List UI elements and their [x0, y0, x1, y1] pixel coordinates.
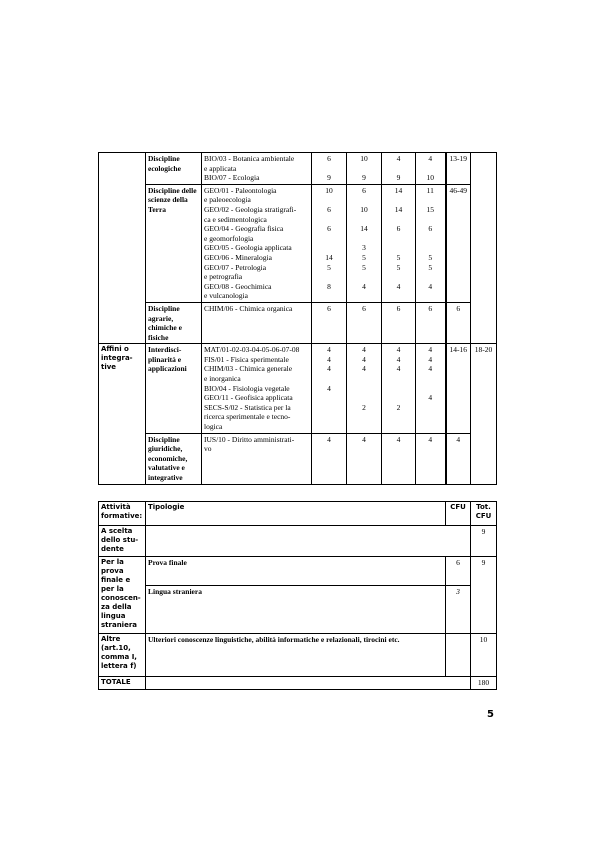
tot-cell: 180: [471, 677, 497, 690]
cfu-col-1: [312, 433, 347, 484]
range-cell: [446, 433, 471, 484]
cfu-col-3-line: 4: [396, 281, 401, 291]
ssd-cell-line: CHIM/06 - Chimica organica: [204, 303, 293, 313]
tipologia-cell: Lingua straniera: [146, 586, 446, 634]
cfu-col-1-line: 10: [325, 185, 333, 195]
cfu-col-3-line: [384, 412, 413, 422]
cfu-col-2-line: 2: [362, 402, 366, 412]
ssd-cell-line: e paleoecologia: [204, 195, 251, 205]
range-cell-text: 13-19: [449, 154, 467, 163]
cfu-col-4-line: 4: [428, 393, 433, 403]
disciplina-cell: [146, 344, 202, 433]
cfu-col-2-line: 3: [362, 243, 366, 253]
cfu-col-2-line: 4: [362, 364, 366, 374]
cfu-col-1-line: 6: [327, 154, 331, 163]
cfu-col-3: [382, 184, 416, 302]
disciplina-cell-text: Discipline delle scienze della Terra: [148, 185, 197, 214]
cfu-col-1-line: [314, 403, 344, 413]
cfu-col-4-line: 4: [428, 434, 433, 444]
ssd-cell-line: e applicata: [204, 163, 237, 173]
cfu-col-1-line: 4: [327, 434, 331, 444]
cfu-col-3-line: 4: [396, 345, 401, 355]
ssd-cell-line: IUS/10 - Diritto amministrati-: [204, 434, 295, 444]
tot-cell: [471, 153, 497, 344]
cfu-col-3-line: 6: [396, 224, 401, 234]
header-attivita: Attività formative:: [99, 502, 146, 526]
discipline-row: [99, 184, 497, 302]
row-prova-finale: [99, 557, 497, 586]
cfu-col-1-line: 6: [327, 303, 331, 313]
cfu-col-4-line: 5: [428, 262, 433, 272]
ambito-cell-text: Affini o integra-tive: [101, 345, 133, 372]
ssd-cell-line: GEO/08 - Geochimica: [204, 281, 272, 291]
attivita-cell: A scelta dello stu-dente: [99, 526, 146, 557]
tot-cell: 10: [471, 634, 497, 677]
ssd-cell-line: BIO/07 - Ecologia: [204, 173, 260, 183]
cfu-col-3-line: [384, 291, 413, 301]
attivita-cell: TOTALE: [99, 677, 146, 690]
cfu-col-1-line: [314, 164, 344, 174]
cfu-col-2-line: 6: [362, 303, 366, 313]
cfu-col-4: [416, 344, 446, 433]
cfu-col-2-line: [349, 393, 379, 403]
cfu-col-4-line: [418, 234, 443, 244]
discipline-row: [99, 302, 497, 343]
cfu-col-4-line: [418, 164, 443, 174]
cfu-col-2-line: [349, 272, 379, 282]
cfu-col-3-line: [384, 444, 413, 454]
cfu-col-2-line: 4: [362, 345, 366, 355]
cfu-col-2-line: 14: [360, 224, 368, 234]
cfu-col-4-line: [418, 422, 443, 432]
discipline-row: [99, 153, 497, 185]
disciplina-cell-text: Discipline giuridiche, economiche, valutative e integrative: [148, 434, 188, 482]
ssd-cell-line: GEO/11 - Geofisica applicata: [204, 393, 293, 403]
cfu-col-4-line: [418, 384, 443, 394]
ssd-cell: [202, 302, 312, 343]
ssd-cell-line: GEO/02 - Geologia stratigrafi-: [204, 204, 297, 214]
cfu-col-4-line: [418, 412, 443, 422]
cfu-col-2-line: 9: [362, 173, 366, 183]
attivita-cell: Altre (art.10, comma I, lettera f): [99, 634, 146, 677]
cfu-col-1-line: [314, 374, 344, 384]
cfu-col-3-line: [384, 234, 413, 244]
ssd-cell-line: ca e sedimentologica: [204, 214, 267, 224]
cfu-col-1-line: 4: [327, 383, 331, 393]
lower-table: [98, 501, 497, 690]
cfu-col-1-line: [314, 234, 344, 244]
ssd-cell: [202, 184, 312, 302]
disciplina-cell: [146, 433, 202, 484]
ssd-cell-line: FIS/01 - Fisica sperimentale: [204, 354, 289, 364]
tot-cell-text: 18-20: [474, 345, 493, 355]
header-tipologie: Tipologie: [146, 502, 446, 526]
ssd-cell-line: e inorganica: [204, 374, 241, 384]
cfu-col-3: [382, 344, 416, 433]
cfu-col-2-line: [349, 234, 379, 244]
tipologia-cell: Prova finale: [146, 557, 446, 586]
row-a-scelta: [99, 526, 497, 557]
cfu-col-4-line: 15: [426, 204, 434, 214]
tot-cell: 9: [471, 526, 497, 557]
tot-cell: 9: [471, 557, 497, 634]
cfu-col-4-line: [418, 195, 443, 205]
range-cell: [446, 344, 471, 433]
cfu-col-3-line: 14: [394, 204, 403, 214]
cfu-col-1-line: [314, 422, 344, 432]
cfu-col-2-line: 4: [362, 434, 366, 444]
discipline-row: [99, 344, 497, 433]
ssd-cell-line: GEO/04 - Geografia fisica: [204, 224, 284, 234]
cfu-col-4: [416, 433, 446, 484]
cfu-col-3-line: 5: [396, 262, 401, 272]
cfu-col-1: [312, 302, 347, 343]
cfu-col-4-line: 4: [428, 364, 433, 374]
cfu-col-2-line: [349, 374, 379, 384]
cfu-col-1-line: 5: [327, 262, 331, 272]
tipologia-cell: Ulteriori conoscenze linguistiche, abilità informatiche e relazionali, tirocini etc.: [146, 634, 446, 677]
cfu-col-3-line: 4: [396, 434, 401, 444]
cfu-col-1-line: 6: [327, 224, 331, 234]
cfu-cell: 3: [446, 586, 471, 634]
disciplina-cell-text: Discipline agrarie, chimiche e fisiche: [148, 303, 182, 342]
cfu-col-1: [312, 184, 347, 302]
cfu-col-3-line: [384, 272, 413, 282]
range-cell-text: 4: [456, 434, 461, 444]
cfu-col-1-line: [314, 444, 344, 454]
cfu-col-2-line: [349, 384, 379, 394]
tipologia-cell: [146, 677, 471, 690]
cfu-col-2-line: 10: [360, 154, 368, 163]
cfu-col-3-line: [384, 422, 413, 432]
cfu-col-3-line: [384, 374, 413, 384]
cfu-col-3-line: [384, 243, 413, 253]
cfu-col-4-line: 4: [428, 354, 433, 364]
cfu-col-2-line: [349, 422, 379, 432]
cfu-col-1-line: [314, 393, 344, 403]
cfu-col-2: [347, 153, 382, 185]
cfu-col-3-line: 4: [396, 154, 401, 163]
cfu-col-4: [416, 184, 446, 302]
ssd-cell-line: CHIM/03 - Chimica generale: [204, 364, 293, 374]
ambito-cell: [99, 153, 146, 344]
ssd-cell-line: e geomorfologia: [204, 233, 254, 243]
cfu-col-4: [416, 302, 446, 343]
page-number: 5: [487, 709, 494, 720]
cfu-col-2-line: 4: [362, 281, 366, 291]
ssd-cell-line: GEO/01 - Paleontologia: [204, 185, 277, 195]
ambito-cell: [99, 344, 146, 484]
cfu-col-4-line: [418, 243, 443, 253]
ssd-cell-line: GEO/06 - Mineralogia: [204, 252, 272, 262]
ssd-cell-line: e vulcanologia: [204, 291, 248, 301]
cfu-col-1-line: [314, 215, 344, 225]
cfu-col-3-line: 4: [396, 354, 401, 364]
disciplina-cell-text: Discipline ecologiche: [148, 154, 181, 173]
lower-header-row: [99, 502, 497, 526]
disciplina-cell: [146, 153, 202, 185]
cfu-col-1: [312, 153, 347, 185]
cfu-col-1-line: [314, 243, 344, 253]
cfu-col-4-line: 10: [426, 173, 434, 183]
cfu-col-1-line: 4: [327, 364, 331, 374]
cfu-col-3-line: 6: [396, 303, 401, 313]
cfu-col-2: [347, 184, 382, 302]
cfu-col-2: [347, 302, 382, 343]
ssd-cell-line: MAT/01-02-03-04-05-06-07-08: [204, 345, 300, 355]
cfu-col-4-line: [418, 291, 443, 301]
ssd-cell-line: e petrografia: [204, 272, 243, 282]
cfu-col-3-line: [384, 164, 413, 174]
tipologia-cell: [146, 526, 471, 557]
ssd-cell-line: SECS-S/02 - Statistica per la: [204, 402, 291, 412]
cfu-col-3-line: [384, 384, 413, 394]
cfu-col-3: [382, 433, 416, 484]
cfu-col-4-line: 5: [428, 252, 433, 262]
cfu-col-2-line: 5: [362, 252, 366, 262]
cfu-col-2-line: [349, 444, 379, 454]
cfu-col-1-line: [314, 291, 344, 301]
range-cell-text: 14-16: [449, 345, 467, 355]
ssd-cell: [202, 153, 312, 185]
header-tot: Tot. CFU: [471, 502, 497, 526]
cfu-col-4: [416, 153, 446, 185]
cfu-col-2-line: [349, 195, 379, 205]
range-cell: [446, 184, 471, 302]
ssd-cell-line: vo: [204, 444, 212, 454]
cfu-col-3-line: [384, 393, 413, 403]
cfu-col-2-line: 5: [362, 262, 366, 272]
ssd-cell-line: logica: [204, 422, 223, 432]
cfu-col-3-line: 4: [396, 364, 401, 374]
cfu-col-2-line: [349, 164, 379, 174]
cfu-col-1-line: 14: [325, 252, 333, 262]
cfu-cell: 6: [446, 557, 471, 586]
cfu-col-2-line: [349, 291, 379, 301]
discipline-row: [99, 433, 497, 484]
attivita-cell: Per la prova finale e per la conoscen-za della lingua straniera: [99, 557, 146, 634]
row-totale: [99, 677, 497, 690]
cfu-col-1-line: 4: [327, 345, 331, 355]
cfu-col-2: [347, 344, 382, 433]
cfu-col-3-line: [384, 215, 413, 225]
cfu-col-4-line: 4: [428, 345, 433, 355]
cfu-col-4-line: 4: [428, 154, 433, 163]
ssd-cell-line: BIO/04 - Fisiologia vegetale: [204, 383, 290, 393]
ssd-cell: [202, 433, 312, 484]
ssd-cell: [202, 344, 312, 433]
range-cell: [446, 153, 471, 185]
tot-cell: [471, 344, 497, 484]
cfu-col-3-line: 5: [396, 252, 401, 262]
cfu-col-4-line: 11: [426, 185, 434, 195]
ssd-cell-line: BIO/03 - Botanica ambientale: [204, 154, 295, 163]
cfu-col-2-line: [349, 215, 379, 225]
cfu-col-1-line: 8: [327, 281, 331, 291]
disciplina-cell: [146, 184, 202, 302]
ssd-cell-line: GEO/07 - Petrologia: [204, 262, 267, 272]
cfu-col-4-line: [418, 403, 443, 413]
cfu-col-1-line: 9: [327, 173, 331, 183]
cfu-col-4-line: [418, 215, 443, 225]
cfu-col-1-line: 6: [327, 204, 331, 214]
ssd-cell-line: GEO/05 - Geologia applicata: [204, 243, 292, 253]
cfu-col-3: [382, 153, 416, 185]
cfu-col-1-line: [314, 195, 344, 205]
range-cell-text: 46-49: [449, 185, 467, 195]
cfu-col-2-line: 4: [362, 354, 366, 364]
range-cell-text: 6: [456, 303, 461, 313]
ssd-cell-line: ricerca sperimentale e tecno-: [204, 412, 291, 422]
disciplina-cell-text: Interdisci-plinarità e applicazioni: [148, 345, 187, 374]
cfu-col-4-line: [418, 444, 443, 454]
cfu-col-3-line: 2: [396, 402, 401, 412]
cfu-col-3-line: 9: [396, 173, 401, 183]
cfu-col-2: [347, 433, 382, 484]
cfu-col-4-line: 6: [428, 303, 433, 313]
cfu-col-1-line: [314, 412, 344, 422]
cfu-col-4-line: [418, 374, 443, 384]
cfu-col-1-line: [314, 272, 344, 282]
cfu-col-3-line: [384, 195, 413, 205]
cfu-col-3: [382, 302, 416, 343]
disciplina-cell: [146, 302, 202, 343]
cfu-col-3-line: 14: [394, 185, 403, 195]
upper-table: [98, 152, 497, 485]
cfu-col-1: [312, 344, 347, 433]
cfu-col-1-line: 4: [327, 354, 331, 364]
cfu-col-2-line: [349, 412, 379, 422]
header-cfu: CFU: [446, 502, 471, 526]
cfu-col-2-line: 6: [362, 185, 366, 195]
cfu-col-2-line: 10: [360, 204, 368, 214]
range-cell: [446, 302, 471, 343]
cfu-cell: [446, 634, 471, 677]
cfu-col-4-line: [418, 272, 443, 282]
cfu-col-4-line: 6: [428, 224, 433, 234]
row-lingua-straniera: [99, 586, 497, 634]
cfu-col-4-line: 4: [428, 281, 433, 291]
row-altre: [99, 634, 497, 677]
